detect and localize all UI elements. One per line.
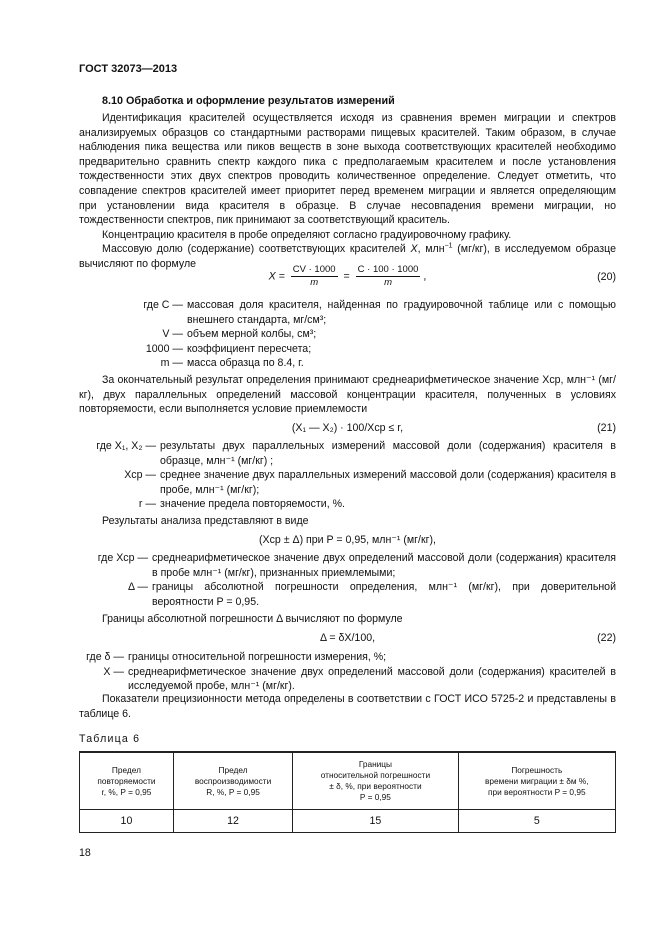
definition-row: V — объем мерной колбы, см³; xyxy=(162,328,317,341)
table-caption: Таблица 6 xyxy=(79,733,141,745)
header-reproducibility: Предел воспроизводимости R, %, P = 0,95 xyxy=(173,752,292,810)
definition-row: X — среднеарифметическое значение двух определений массовой доли (содержания) красителей в исследуемой пробе, млн⁻¹ (мг/кг). xyxy=(103,665,616,693)
definitions-result xyxy=(70,551,616,609)
definition-row: m — масса образца по 8.4, г. xyxy=(160,357,304,370)
table-row xyxy=(80,810,616,833)
cell-relative-error: 15 xyxy=(293,810,458,833)
page-number: 18 xyxy=(79,847,91,859)
definition-row: где Xср — среднеарифметическое значение двух определений массовой доли (содержания) красителя в пробе млн⁻¹ (мг/кг), признанных приемлемыми; xyxy=(97,552,616,579)
header-migration-time-error: Погрешность времени миграции ± δм %, при вероятности P = 0,95 xyxy=(458,752,615,810)
definitions-eq21 xyxy=(70,439,616,512)
equation-number-20: (20) xyxy=(597,271,616,283)
paragraph-precision: Показатели прецизионности метода определены в соответствии с ГОСТ ИСО 5725-2 и представлены в таблице 6. xyxy=(79,693,616,720)
precision-table xyxy=(79,751,616,833)
definition-row: Δ — границы абсолютной погрешности определения, млн⁻¹ (мг/кг), при доверительной вероятности P = 0,95. xyxy=(127,581,616,608)
header-repeatability: Предел повторяемости r, %, P = 0,95 xyxy=(80,752,174,810)
paragraph-identification: Идентификация красителей осуществляется исходя из сравнения времен миграции и спектров анализируемых образцов со стандартными растворами пищевых красителей. Таким образом, в случае наблюдения пика вещества или пиков веществ в зоне выхода соответствующих красителей необходимо предварительно сравнить спектр каждого пика с предполагаемым красителем и после установления тождественности этих двух спектров проводить количественное определение. Следует отметить, что совпадение спектров красителей имеет приоритет перед временем миграции и является определяющим при установлении вида красителя в образце. В случае несовпадения времени миграции, но тождественности спектров, пик принимают за соответствующий краситель. xyxy=(79,112,616,227)
table-header-row xyxy=(80,752,616,810)
equation-number-21: (21) xyxy=(597,422,616,434)
definition-row: Xср — среднее значение двух параллельных измерений массовой доли (содержания) красителя в пробе, млн⁻¹ (мг/кг); xyxy=(124,469,616,496)
paragraph-mass-fraction: Массовую долю (содержание) соответствующих красителей X, млн$^{-1}$ (мг/кг), в исследуемом образце вычисляют по формуле xyxy=(79,242,616,270)
paragraph-final-result: За окончательный результат определения принимают среднеарифметическое значение Xср, млн⁻¹ (мг/кг), двух параллельных определений массовой концентрации красителя, полученных в условиях повторяемости, если выполняется условие приемлемости xyxy=(79,374,616,416)
paragraph-absolute-error: Границы абсолютной погрешности Δ вычисляют по формуле xyxy=(102,613,403,625)
paragraph-concentration: Концентрацию красителя в пробе определяют согласно градуировочному графику. xyxy=(102,229,512,241)
equation-number-22: (22) xyxy=(597,632,616,644)
formula-20: X = $\frac{CV \cdot 1000}{m}$ = $\frac{C \cdot 100 \cdot 1000}{m}$ , xyxy=(268,264,427,288)
section-title: 8.10 Обработка и оформление результатов измерений xyxy=(102,95,395,107)
formula-22: Δ = δX/100, xyxy=(319,632,376,644)
definition-row: где δ — границы относительной погрешности измерения, %; xyxy=(86,651,387,663)
definition-row: где X₁, X₂ — результаты двух параллельных измерений массовой доли (содержания) красителя в образце, млн⁻¹ (мг/кг) ; xyxy=(96,440,616,467)
cell-reproducibility: 12 xyxy=(173,810,292,833)
definitions-eq22 xyxy=(70,650,616,694)
definition-row: где C — массовая доля красителя, найденная по градуировочной таблице или с помощью внешнего стандарта, мг/см³; xyxy=(143,299,616,326)
header-relative-error: Границы относительной погрешности ± δ, %, при вероятности P = 0,95 xyxy=(293,752,458,810)
paragraph-results-form: Результаты анализа представляют в виде xyxy=(102,515,309,527)
definitions-eq20 xyxy=(70,298,616,371)
fraction-1: $\frac{CV \cdot 1000}{m}$ xyxy=(292,264,336,288)
document-standard-header: ГОСТ 32073—2013 xyxy=(79,63,178,75)
definition-row: 1000 — коэффициент пересчета; xyxy=(145,342,312,355)
formula-21: (X₁ — X₂) · 100/Xср ≤ r, xyxy=(291,422,404,434)
fraction-2: $\frac{C \cdot 100 \cdot 1000}{m}$ xyxy=(357,264,419,288)
cell-migration-time-error: 5 xyxy=(458,810,615,833)
formula-result: (Xср ± Δ) при P = 0,95, млн⁻¹ (мг/кг), xyxy=(259,534,436,546)
definition-row: r — значение предела повторяемости, %. xyxy=(138,498,345,511)
cell-repeatability: 10 xyxy=(80,810,174,833)
